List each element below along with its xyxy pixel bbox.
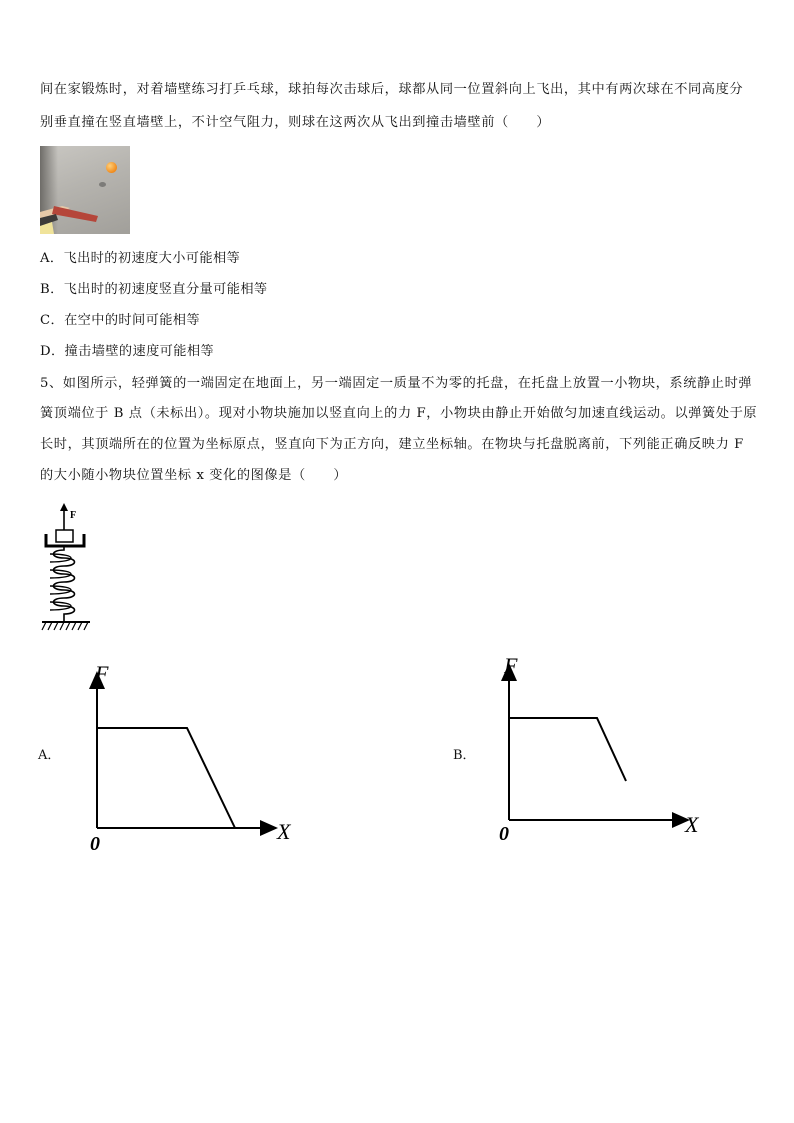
graph-b [492, 645, 722, 845]
paddle-hand-drawing [40, 146, 130, 234]
ground-hatching [42, 622, 88, 630]
force-arrowhead [60, 503, 68, 511]
q5-stem-line-4: 的大小随小物块位置坐标 x 变化的图像是（ ） [40, 468, 348, 483]
block [56, 530, 73, 542]
graph-a-origin: 0 [90, 833, 100, 855]
force-label: F [70, 510, 77, 521]
q5-stem-line-2: 簧顶端位于 B 点（未标出）。现对小物块施加以竖直向上的力 F，小物块由静止开始做匀加速直线运动。以弹簧处于原 [40, 406, 758, 421]
ping-pong-photo [40, 146, 130, 234]
q5-option-b-label: B． [453, 748, 476, 763]
graph-b-y-label: F [504, 653, 518, 678]
q4-option-c: C．在空中的时间可能相等 [40, 313, 200, 328]
q4-stem-line-1: 间在家锻炼时，对着墙壁练习打乒乓球，球拍每次击球后，球都从同一位置斜向上飞出，其中有两次球在不同高度分 [40, 82, 744, 97]
q4-stem-line-2: 别垂直撞在竖直墙壁上，不计空气阻力，则球在这两次从飞出到撞击墙壁前（ ） [40, 115, 551, 130]
spring-diagram [36, 500, 96, 634]
q4-option-d: D．撞击墙壁的速度可能相等 [40, 344, 215, 359]
graph-a-curve [97, 728, 235, 828]
q4-option-b: B．飞出时的初速度竖直分量可能相等 [40, 282, 268, 297]
graph-a-x-label: X [277, 819, 291, 844]
graph-b-x-label: X [685, 812, 699, 837]
q5-stem-line-1: 5、如图所示，轻弹簧的一端固定在地面上，另一端固定一质量不为零的托盘，在托盘上放置一小物块，系统静止时弹 [40, 376, 753, 391]
q4-option-a: A．飞出时的初速度大小可能相等 [40, 251, 241, 266]
q5-stem-line-3: 长时，其顶端所在的位置为坐标原点，竖直向下为正方向，建立坐标轴。在物块与托盘脱离前，下列能正确反映力 F [40, 437, 744, 452]
graph-b-origin: 0 [499, 823, 509, 845]
graph-b-curve [509, 718, 626, 781]
q5-option-a-label: A． [38, 748, 61, 763]
graph-a-y-label: F [95, 661, 109, 686]
graph-a [80, 655, 310, 855]
